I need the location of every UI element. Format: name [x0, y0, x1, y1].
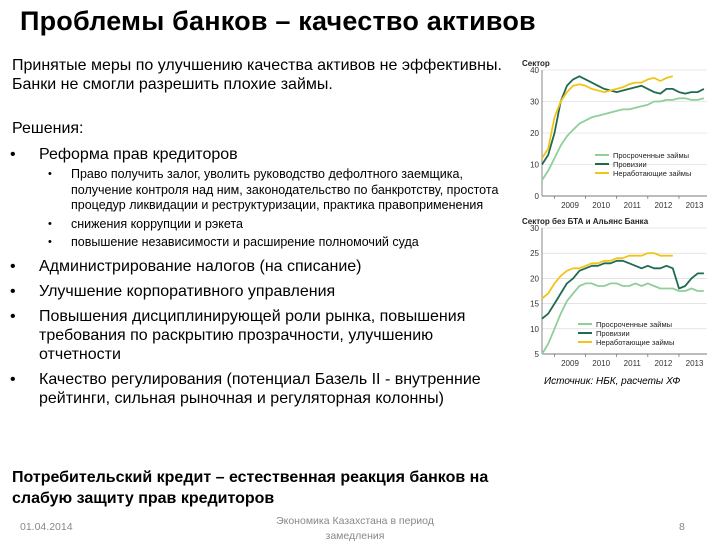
- legend-label: Провизии: [613, 160, 647, 169]
- x-tick-label: 2009: [561, 359, 579, 368]
- y-tick-label: 25: [530, 249, 539, 259]
- chart-title: Сектор без БТА и Альянс Банка: [522, 217, 649, 226]
- chart-title: Сектор: [522, 59, 550, 68]
- bullet-item: [0, 307, 515, 364]
- chart-sector-excl-bta-alliance: [520, 216, 715, 379]
- y-tick-label: 30: [530, 97, 539, 107]
- bullet-item: [0, 370, 515, 408]
- series-line: [542, 261, 704, 319]
- y-tick-label: 10: [530, 160, 539, 170]
- solutions-list: [0, 145, 515, 414]
- bullet-symbol: •: [10, 257, 16, 275]
- x-tick-label: 2011: [623, 359, 641, 368]
- series-line: [542, 76, 673, 158]
- x-tick-label: 2012: [654, 201, 673, 210]
- y-tick-label: 20: [530, 129, 539, 138]
- consumer-credit-note: Потребительский кредит – естественная реакция банков на слабую защиту прав кредиторов: [12, 469, 489, 507]
- y-tick-label: 0: [534, 192, 539, 201]
- legend-label: Просроченные займы: [596, 320, 673, 329]
- bullet-symbol: •: [48, 236, 52, 248]
- legend-label: Неработающие займы: [613, 169, 692, 178]
- bullet-text: Качество регулирования (потенциал Базель II - внутренние рейтинги, сильная рыночная и регуляторная колонны): [39, 370, 481, 407]
- bullet-text: Повышения дисциплинирующей роли рынка, повышения требования по раскрытию прозрачности, улучшению отчетности: [39, 307, 466, 363]
- y-tick-label: 15: [530, 299, 539, 309]
- x-tick-label: 2013: [685, 359, 704, 368]
- sub-bullet-item: [39, 235, 515, 251]
- y-tick-label: 5: [534, 350, 539, 359]
- bullet-symbol: •: [48, 168, 52, 180]
- chart-sector: [520, 58, 715, 221]
- y-tick-label: 20: [530, 274, 539, 284]
- sub-bullet-text: Право получить залог, уволить руководство дефолтного заемщика, получение контроля над ним, законодательство по банкротству, простота процедур ликвидации и реструктуризации, практика правоприменения: [71, 167, 499, 212]
- bullet-text: Реформа прав кредиторов: [39, 146, 238, 163]
- y-tick-label: 30: [530, 224, 539, 233]
- bullet-item: [0, 145, 515, 251]
- page-number: 8: [679, 521, 685, 533]
- x-tick-label: 2013: [685, 201, 704, 210]
- x-tick-label: 2011: [623, 201, 641, 210]
- sub-bullet-text: снижения коррупции и рэкета: [71, 216, 243, 231]
- legend-label: Провизии: [596, 329, 630, 338]
- bullet-item: [0, 257, 515, 276]
- bullet-symbol: •: [48, 217, 52, 230]
- chart-svg: [520, 216, 715, 374]
- source-note: Источник: НБК, расчеты ХФ: [544, 376, 681, 387]
- bullet-symbol: •: [10, 370, 16, 388]
- x-tick-label: 2009: [561, 201, 579, 210]
- footer-date: 01.04.2014: [20, 521, 73, 533]
- bullet-symbol: •: [10, 146, 16, 163]
- intro-text: Принятые меры по улучшению качества активов не эффективны. Банки не смогли разрешить плохие займы.: [12, 57, 502, 93]
- bullet-text: Администрирование налогов (на списание): [39, 257, 362, 275]
- bullet-symbol: •: [10, 307, 16, 325]
- x-tick-label: 2010: [592, 201, 611, 210]
- y-tick-label: 10: [530, 324, 539, 334]
- legend-label: Неработающие займы: [596, 338, 675, 347]
- bullet-symbol: •: [10, 282, 16, 300]
- bullet-text: Улучшение корпоративного управления: [39, 282, 336, 300]
- bullet-item: [0, 282, 515, 301]
- y-tick-label: 40: [530, 66, 539, 75]
- slide-title: Проблемы банков – качество активов: [20, 6, 536, 36]
- sub-bullet-item: [39, 217, 515, 233]
- legend-label: Просроченные займы: [613, 151, 690, 160]
- sub-bullet-list: [39, 167, 515, 251]
- sub-bullet-text: повышение независимости и расширение полномочий суда: [71, 235, 419, 249]
- x-tick-label: 2012: [654, 359, 673, 368]
- chart-svg: [520, 58, 715, 216]
- x-tick-label: 2010: [592, 359, 611, 368]
- solutions-label: Решения:: [12, 120, 84, 137]
- footer-caption: Экономика Казахстана в период замедления: [276, 515, 434, 542]
- sub-bullet-item: [39, 167, 515, 214]
